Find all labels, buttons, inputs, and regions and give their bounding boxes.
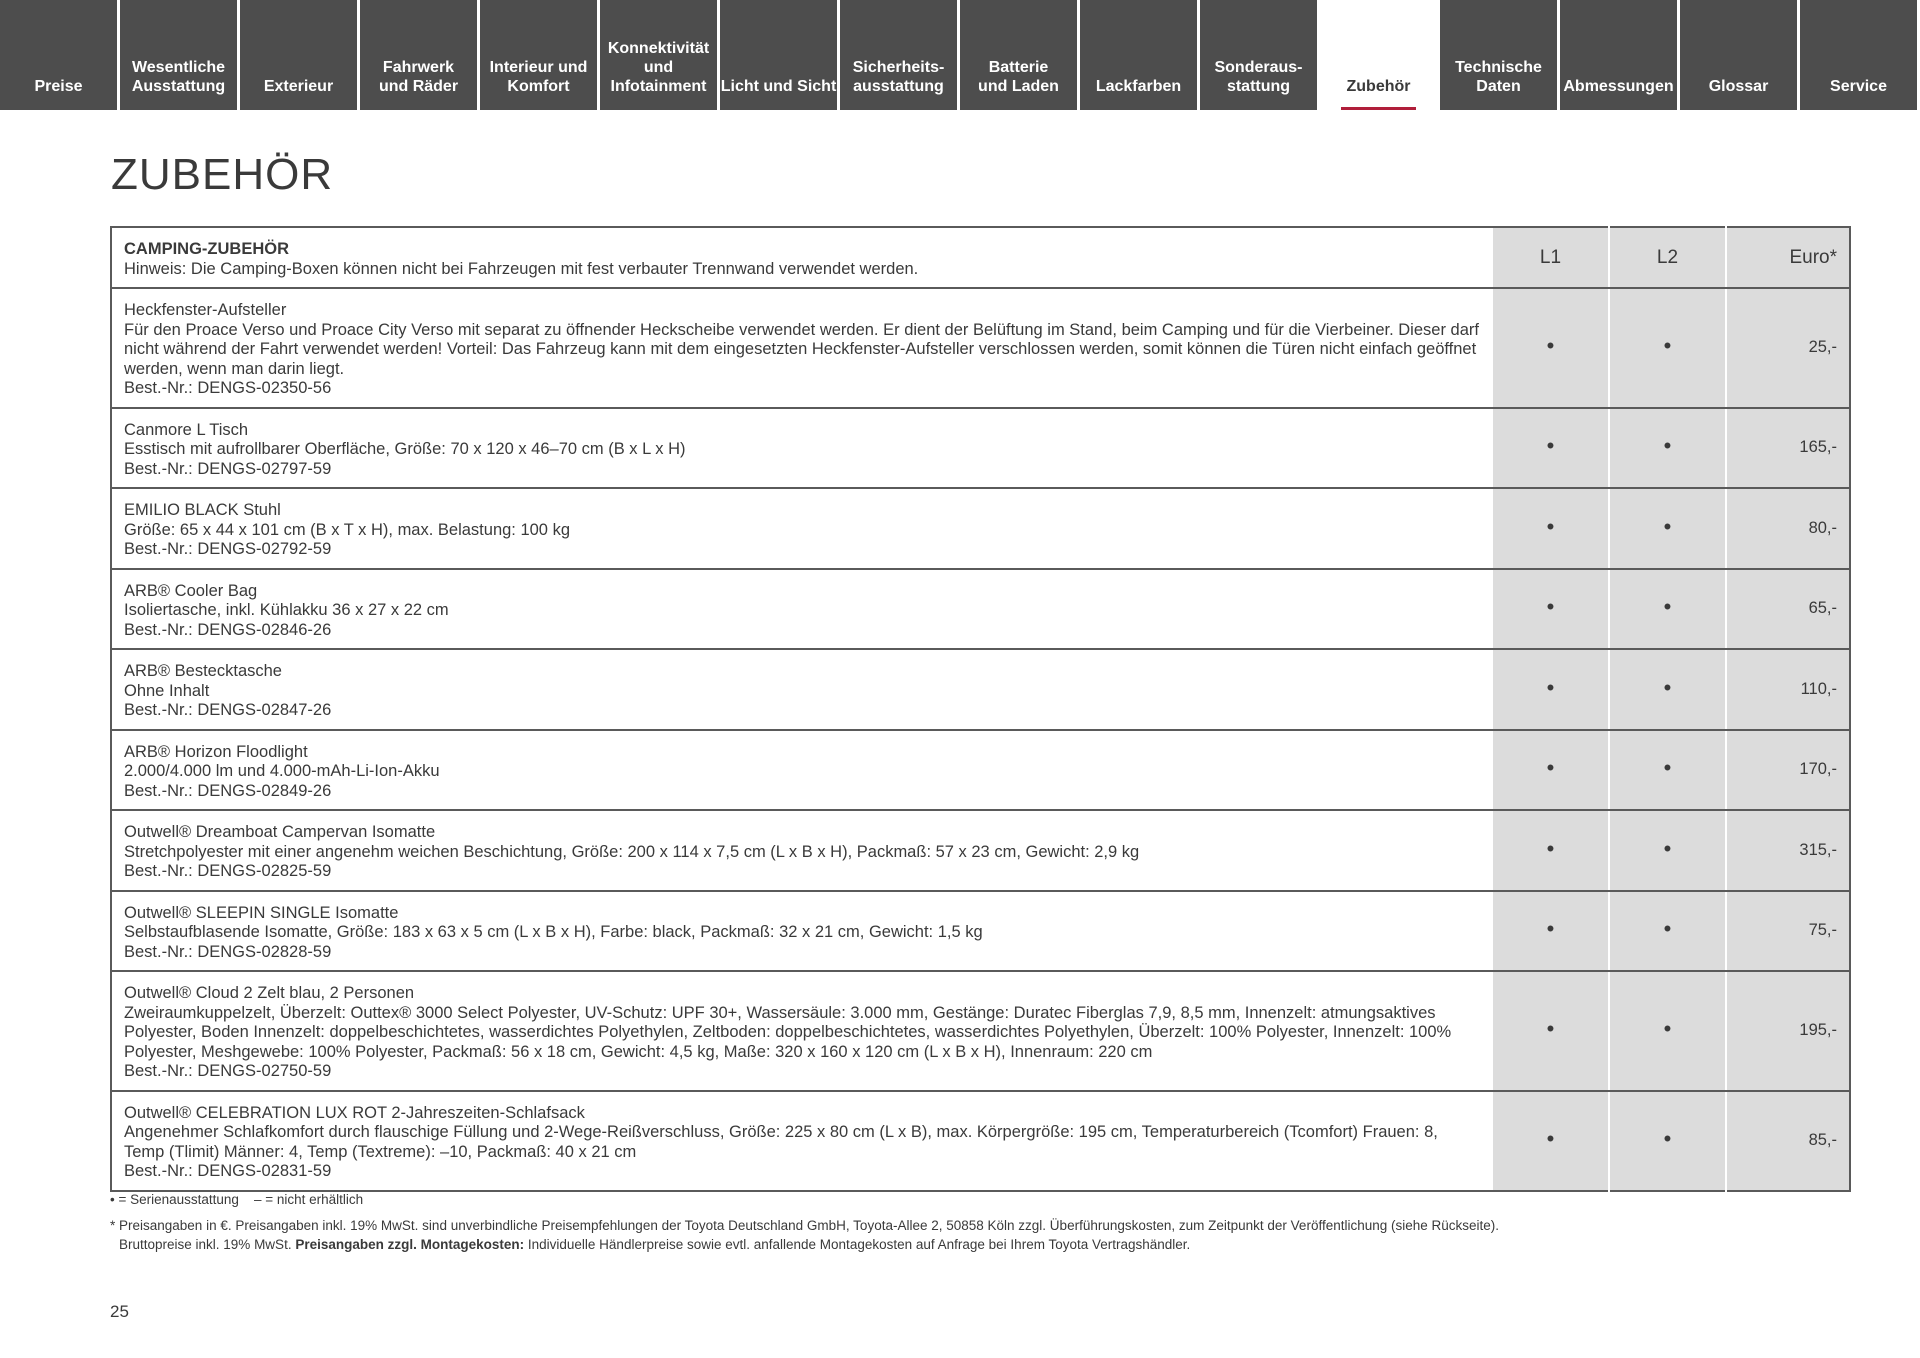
availability-l2 — [1609, 288, 1726, 408]
table-row — [111, 488, 1850, 569]
availability-l1 — [1493, 971, 1609, 1091]
nav-tab[interactable]: Technische Daten — [1440, 0, 1557, 110]
standard-equipment-dot: • — [1663, 433, 1672, 459]
item-name: Canmore L Tisch — [124, 420, 249, 439]
nav-tab[interactable]: Fahrwerk und Räder — [360, 0, 477, 110]
item-order-number: Best.-Nr.: DENGS-02825-59 — [124, 862, 332, 880]
nav-tab[interactable]: Sicherheits- ausstattung — [840, 0, 957, 110]
price-note-bold: Preisangaben zzgl. Montagekosten: — [295, 1237, 525, 1252]
table-row — [111, 971, 1850, 1091]
item-description — [111, 891, 1493, 972]
availability-l2 — [1609, 488, 1726, 569]
availability-l1 — [1493, 649, 1609, 730]
item-description — [111, 649, 1493, 730]
table-row — [111, 288, 1850, 408]
item-price: 25,- — [1726, 288, 1850, 408]
item-order-number: Best.-Nr.: DENGS-02831-59 — [124, 1162, 332, 1180]
item-details: Ohne Inhalt — [124, 681, 210, 700]
standard-equipment-dot: • — [1546, 433, 1555, 459]
nav-tab[interactable]: Interieur und Komfort — [480, 0, 597, 110]
item-name: Outwell® SLEEPIN SINGLE Isomatte — [124, 903, 399, 922]
availability-l2 — [1609, 891, 1726, 972]
standard-equipment-dot: • — [1546, 1126, 1555, 1151]
column-header-price: Euro* — [1726, 227, 1850, 288]
item-description — [111, 488, 1493, 569]
item-price: 65,- — [1726, 569, 1850, 650]
availability-l1 — [1493, 288, 1609, 408]
item-description — [111, 288, 1493, 408]
accessories-table — [110, 226, 1851, 1192]
availability-l1 — [1493, 891, 1609, 972]
item-price: 195,- — [1726, 971, 1850, 1091]
standard-equipment-dot: • — [1663, 755, 1672, 781]
nav-tab[interactable]: Licht und Sicht — [720, 0, 837, 110]
item-details: Isoliertasche, inkl. Kühlakku 36 x 27 x 22 cm — [124, 601, 449, 619]
standard-equipment-dot: • — [1546, 594, 1555, 620]
item-details: Zweiraumkuppelzelt, Überzelt: Outtex® 3000 Select Polyester, UV-Schutz: UPF 30+, Wassersäule: 3.000 mm, Gestänge: Duratec Fiberglas 7,9, 8,5 mm, Innenzelt: atmungsaktives Polyester, Boden Innenzelt: doppelbeschichtetes, wasserdichtes Polyethylen, Zeltboden: doppelbeschichtetes, wasserdichtes Polyethylen, Überzelt: 100% Polyester, Innenzelt: 100% Polyester, Meshgewebe: 100% Polyester, Packmaß: 56 x 18 cm, Gewicht: 4,5 kg, Maße: 320 x 160 x 120 cm (L x B x H), Innenraum: 220 cm — [124, 1003, 1452, 1061]
item-order-number: Best.-Nr.: DENGS-02847-26 — [124, 701, 332, 719]
item-details: Größe: 65 x 44 x 101 cm (B x T x H), max. Belastung: 100 kg — [124, 520, 570, 539]
standard-equipment-dot: • — [1546, 755, 1555, 781]
footnotes — [110, 1190, 1499, 1254]
availability-l1 — [1493, 408, 1609, 489]
table-row — [111, 810, 1850, 891]
price-note: * Preisangaben in €. Preisangaben inkl. 19% MwSt. sind unverbindliche Preisempfehlungen der Toyota Deutschland GmbH, Toyota-Allee 2, 50858 Köln zzgl. Überführungskosten, zum Zeitpunkt der Veröffentlichung (siehe Rückseite). — [110, 1218, 1500, 1233]
item-description — [111, 569, 1493, 650]
nav-tab[interactable]: Sonderaus- stattung — [1200, 0, 1317, 110]
section-title: CAMPING-ZUBEHÖR — [124, 240, 289, 258]
item-description — [111, 730, 1493, 811]
table-header-row — [111, 227, 1850, 288]
availability-l2 — [1609, 971, 1726, 1091]
item-description — [111, 971, 1493, 1091]
standard-equipment-dot: • — [1546, 513, 1555, 539]
standard-equipment-dot: • — [1663, 835, 1672, 861]
standard-equipment-dot: • — [1546, 333, 1555, 359]
item-price: 85,- — [1726, 1091, 1850, 1191]
item-order-number: Best.-Nr.: DENGS-02828-59 — [124, 942, 332, 961]
availability-l1 — [1493, 810, 1609, 891]
standard-equipment-dot: • — [1663, 513, 1672, 539]
nav-tab[interactable]: Abmessungen — [1560, 0, 1677, 110]
price-note-continued — [110, 1235, 1499, 1254]
availability-l2 — [1609, 649, 1726, 730]
page-title: ZUBEHÖR — [111, 150, 334, 199]
section-note: Hinweis: Die Camping-Boxen können nicht bei Fahrzeugen mit fest verbauter Trennwand verwendet werden. — [124, 259, 919, 278]
availability-l2 — [1609, 408, 1726, 489]
item-name: ARB® Horizon Floodlight — [124, 742, 308, 761]
item-name: Outwell® CELEBRATION LUX ROT 2-Jahreszeiten-Schlafsack — [124, 1103, 585, 1122]
section-header-cell — [111, 227, 1493, 288]
availability-l2 — [1609, 569, 1726, 650]
item-name: Heckfenster-Aufsteller — [124, 301, 287, 319]
standard-equipment-dot: • — [1546, 835, 1555, 861]
item-name: Outwell® Dreamboat Campervan Isomatte — [124, 823, 436, 841]
item-order-number: Best.-Nr.: DENGS-02797-59 — [124, 459, 332, 478]
item-order-number: Best.-Nr.: DENGS-02846-26 — [124, 620, 332, 639]
column-header-l2: L2 — [1609, 227, 1726, 288]
standard-equipment-dot: • — [1546, 916, 1555, 942]
standard-equipment-dot: • — [1546, 1016, 1555, 1042]
nav-tab[interactable]: Preise — [0, 0, 117, 110]
availability-l2 — [1609, 810, 1726, 891]
nav-tab[interactable]: Zubehör — [1320, 0, 1437, 110]
top-navigation — [0, 0, 1920, 110]
item-name: ARB® Bestecktasche — [124, 662, 282, 680]
item-details: Selbstaufblasende Isomatte, Größe: 183 x 63 x 5 cm (L x B x H), Farbe: black, Packmaß: 32 x 21 cm, Gewicht: 1,5 kg — [124, 923, 983, 941]
availability-l1 — [1493, 730, 1609, 811]
table-row — [111, 730, 1850, 811]
table-row — [111, 891, 1850, 972]
availability-l2 — [1609, 730, 1726, 811]
nav-tab[interactable]: Batterie und Laden — [960, 0, 1077, 110]
item-price: 315,- — [1726, 810, 1850, 891]
item-name: EMILIO BLACK Stuhl — [124, 501, 281, 519]
nav-tab[interactable]: Wesentliche Ausstattung — [120, 0, 237, 110]
item-order-number: Best.-Nr.: DENGS-02750-59 — [124, 1062, 332, 1080]
availability-l1 — [1493, 569, 1609, 650]
item-order-number: Best.-Nr.: DENGS-02849-26 — [124, 781, 332, 800]
item-details: Angenehmer Schlafkomfort durch flauschige Füllung und 2-Wege-Reißverschluss, Größe: 225 x 80 cm (L x B), max. Körpergröße: 195 cm, Temperaturbereich (Tcomfort) Frauen: 8, Temp (Tlimit) Männer: 4, Temp (Textreme): –10, Packmaß: 40 x 21 cm — [124, 1123, 1438, 1161]
item-order-number: Best.-Nr.: DENGS-02350-56 — [124, 379, 332, 397]
table-row — [111, 1091, 1850, 1191]
table-row — [111, 649, 1850, 730]
standard-equipment-dot: • — [1663, 1126, 1672, 1151]
item-details: 2.000/4.000 lm und 4.000-mAh-Li-Ion-Akku — [124, 762, 440, 780]
item-price: 170,- — [1726, 730, 1850, 811]
item-details: Für den Proace Verso und Proace City Verso mit separat zu öffnender Heckscheibe verwendet werden. Er dient der Belüftung im Stand, beim Camping und für die Vierbeiner. Dieser darf nicht während der Fahrt verwendet werden! Vorteil: Das Fahrzeug kann mit dem eingesetzten Heckfenster-Aufsteller verschlossen werden, somit können die Türen nicht einfach geöffnet werden, wenn man darin liegt. — [124, 320, 1479, 378]
item-price: 110,- — [1726, 649, 1850, 730]
table-body — [111, 288, 1850, 1191]
table-row — [111, 569, 1850, 650]
availability-l1 — [1493, 1091, 1609, 1191]
item-name: Outwell® Cloud 2 Zelt blau, 2 Personen — [124, 984, 415, 1002]
item-details: Esstisch mit aufrollbarer Oberfläche, Größe: 70 x 120 x 46–70 cm (B x L x H) — [124, 440, 686, 458]
item-order-number: Best.-Nr.: DENGS-02792-59 — [124, 540, 332, 558]
nav-tab[interactable]: Glossar — [1680, 0, 1797, 110]
standard-equipment-dot: • — [1546, 674, 1555, 700]
nav-tab[interactable]: Lackfarben — [1080, 0, 1197, 110]
item-details: Stretchpolyester mit einer angenehm weichen Beschichtung, Größe: 200 x 114 x 7,5 cm (L x B x H), Packmaß: 57 x 23 cm, Gewicht: 2,9 kg — [124, 842, 1140, 861]
column-header-l1: L1 — [1493, 227, 1609, 288]
standard-equipment-dot: • — [1663, 916, 1672, 942]
page-number: 25 — [110, 1302, 129, 1321]
standard-equipment-dot: • — [1663, 1016, 1672, 1042]
availability-l1 — [1493, 488, 1609, 569]
item-price: 80,- — [1726, 488, 1850, 569]
price-note-gross: Bruttopreise inkl. 19% MwSt. — [119, 1237, 296, 1252]
item-description — [111, 408, 1493, 489]
item-name: ARB® Cooler Bag — [124, 581, 258, 600]
availability-l2 — [1609, 1091, 1726, 1191]
nav-tab[interactable]: Konnektivität und Infotainment — [600, 0, 717, 110]
item-description — [111, 1091, 1493, 1191]
nav-tab[interactable]: Service — [1800, 0, 1917, 110]
standard-equipment-dot: • — [1663, 594, 1672, 620]
table-row — [111, 408, 1850, 489]
nav-tab[interactable]: Exterieur — [240, 0, 357, 110]
standard-equipment-dot: • — [1663, 674, 1672, 700]
standard-equipment-dot: • — [1663, 333, 1672, 359]
item-price: 165,- — [1726, 408, 1850, 489]
item-description — [111, 810, 1493, 891]
item-price: 75,- — [1726, 891, 1850, 972]
price-note-dealer: Individuelle Händlerpreise sowie evtl. anfallende Montagekosten auf Anfrage bei Ihrem Toyota Vertragshändler. — [524, 1237, 1191, 1252]
legend-note: • = Serienausstattung – = nicht erhältlich — [110, 1192, 364, 1207]
